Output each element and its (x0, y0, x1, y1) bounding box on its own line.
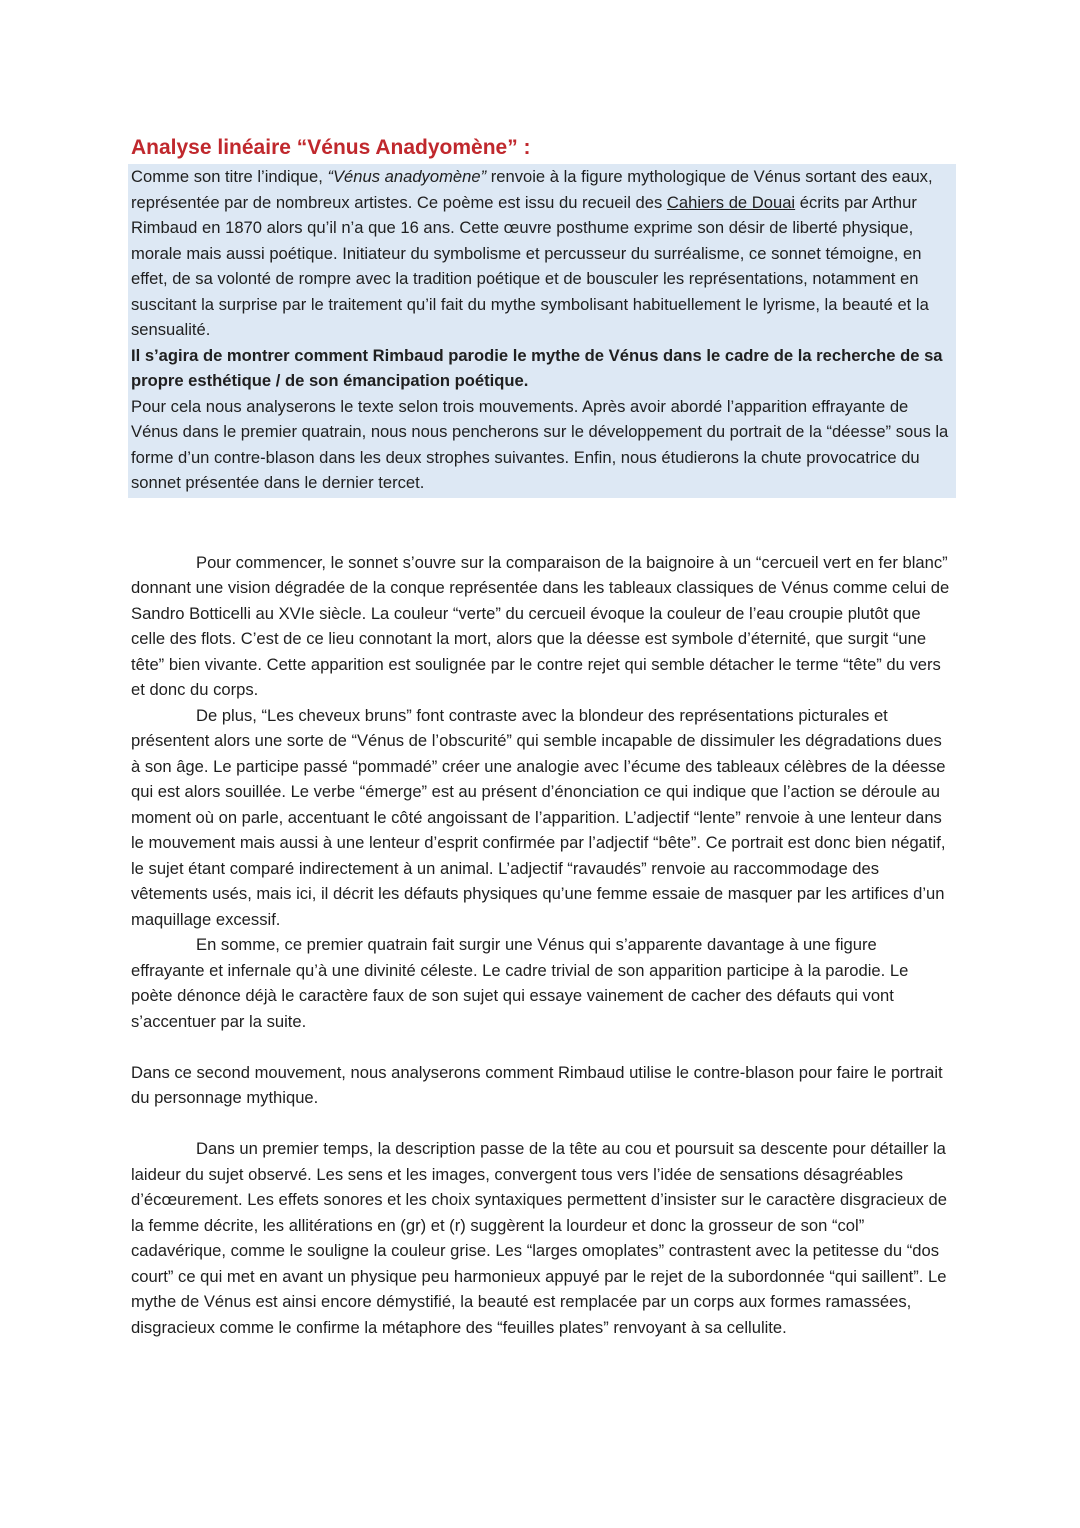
paragraph-1: Pour commencer, le sonnet s’ouvre sur la comparaison de la baignoire à un “cercueil vert en fer blanc” donnant une vision dégradée de la conque représentée dans les tableaux classiques de Vénus comme celui de Sandro Botticelli au XVIe siècle. La couleur “verte” du cercueil évoque la couleur de l’eau croupie plutôt que celle des flots. C’est de ce lieu connotant la mort, alors que la déesse est symbole d’éternité, que surgit “une tête” bien vivante. Cette apparition est soulignée par le contre rejet qui semble détacher le terme “tête” du vers et donc du corps. (131, 552, 950, 699)
paragraph-transition: Dans ce second mouvement, nous analyserons comment Rimbaud utilise le contre-blason pour faire le portrait du personnage mythique. (131, 1062, 943, 1107)
intro-title-quote: “Vénus anadyomène” (327, 167, 487, 186)
introduction-block (128, 164, 956, 498)
paragraph-2: De plus, “Les cheveux bruns” font contraste avec la blondeur des représentations picturales et présentent alors une sorte de “Vénus de l’obscurité” qui semble incapable de dissimuler les dégradations dues à son âge. Le participe passé “pommadé” créer une analogie avec l’écume des tableaux célèbres de la déesse qui est alors souillée. Le verbe “émerge” est au présent d’énonciation ce qui indique que l’action se déroule au moment où on parle, accentuant le côté angoissant de l’apparition. L’adjectif “lente” renvoie à une lenteur dans le mouvement mais aussi à une lenteur d’esprit confirmée par l’adjectif “bête”. Ce portrait est donc bien négatif, le sujet étant comparé indirectement à un animal. L’adjectif “ravaudés” renvoie au raccommodage des vêtements usés, mais ici, il décrit les défauts physiques qu’une femme essaie de masquer par les artifices d’un maquillage excessif. (131, 705, 946, 929)
problematique: Il s’agira de montrer comment Rimbaud parodie le mythe de Vénus dans le cadre de la recherche de sa propre esthétique / de son émancipation poétique. (131, 345, 943, 390)
intro-text-a: Comme son titre l’indique, (131, 167, 328, 186)
plan-annonce: Pour cela nous analyserons le texte selon trois mouvements. Après avoir abordé l’apparition effrayante de Vénus dans le premier quatrain, nous nous pencherons sur le développement du portrait de la “déesse” sous la forme d’un contre-blason dans les deux strophes suivantes. Enfin, nous étudierons la chute provocatrice du sonnet présentée dans le dernier tercet. (131, 396, 949, 492)
document-page (131, 134, 953, 1340)
intro-text-c: écrits par Arthur Rimbaud en 1870 alors qu’il n’a que 16 ans. Cette œuvre posthume exprime son désir de liberté physique, morale mais aussi poétique. Initiateur du symbolisme et percusseur du surréalisme, ce sonnet témoigne, en effet, de sa volonté de rompre avec la tradition poétique et de bousculer les représentations, notamment en suscitant la surprise par le traitement qu’il fait du mythe symbolisant habituellement le lyrisme, la beauté et la sensualité. (131, 192, 929, 339)
intro-text-b: renvoie à la figure mythologique de Vénus sortant des eaux, représentée par de nombreux artistes. Ce poème est issu du recueil des (131, 167, 933, 212)
analysis-body (131, 550, 953, 1341)
intro-paragraph (131, 164, 953, 343)
paragraph-3: En somme, ce premier quatrain fait surgir une Vénus qui s’apparente davantage à une figure effrayante et infernale qu’à une divinité céleste. Le cadre trivial de son apparition participe à la parodie. Le poète dénonce déjà le caractère faux de son sujet qui essaye vainement de cacher des défauts qui vont s’accentuer par la suite. (131, 935, 909, 1031)
paragraph-5: Dans un premier temps, la description passe de la tête au cou et poursuit sa descente pour détailler la laideur du sujet observé. Les sens et les images, convergent tous vers l’idée de sensations désagréables d’écœurement. Les effets sonores et les choix syntaxiques permettent d’insister sur le caractère disgracieux de la femme décrite, les allitérations en (gr) et (r) suggèrent la lourdeur et donc la grosseur de son “col” cadavérique, comme le souligne la couleur grise. Les “larges omoplates” contrastent avec la petitesse du “dos court” ce qui met en avant un physique peu harmonieux appuyé par le rejet de la subordonnée “qui saillent”. Le mythe de Vénus est ainsi encore démystifié, la beauté est remplacée par un corps aux formes ramassées, disgracieux comme le confirme la métaphore des “feuilles plates” renvoyant à sa cellulite. (131, 1139, 947, 1337)
document-title: Analyse linéaire “Vénus Anadyomène” : (131, 136, 531, 159)
recueil-title: Cahiers de Douai (666, 192, 796, 212)
